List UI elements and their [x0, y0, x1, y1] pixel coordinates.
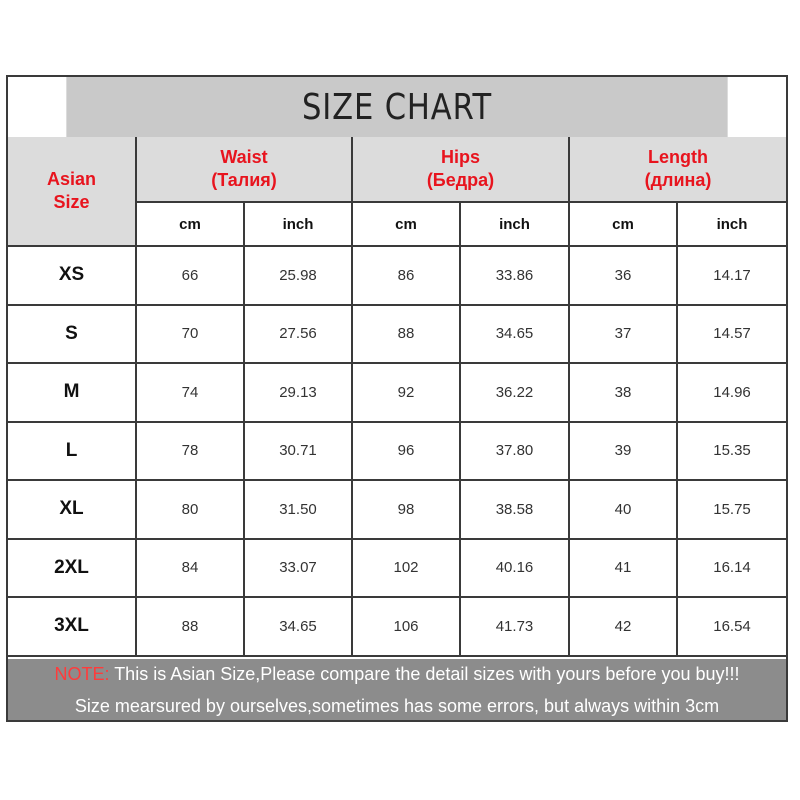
note-banner — [8, 659, 786, 720]
size-cell: XS — [8, 246, 136, 305]
chart-title: SIZE CHART — [66, 77, 727, 139]
table-row — [8, 246, 786, 305]
hips-label: Hips — [440, 147, 480, 167]
measurement-cell: 98 — [352, 480, 460, 539]
unit-header: inch — [677, 202, 786, 246]
measurement-cell: 37 — [569, 305, 677, 364]
measurement-cell: 88 — [352, 305, 460, 364]
table-row — [8, 422, 786, 481]
length-header — [569, 137, 786, 202]
measurement-cell: 70 — [136, 305, 244, 364]
measurement-cell: 15.35 — [677, 422, 786, 481]
table-row — [8, 480, 786, 539]
measurement-cell: 39 — [569, 422, 677, 481]
measurement-cell: 80 — [136, 480, 244, 539]
measurement-cell: 16.14 — [677, 539, 786, 598]
unit-header: cm — [569, 202, 677, 246]
unit-header: cm — [352, 202, 460, 246]
unit-header: inch — [244, 202, 352, 246]
table-row — [8, 305, 786, 364]
size-cell: L — [8, 422, 136, 481]
note-label: NOTE: — [54, 663, 110, 684]
table-row — [8, 363, 786, 422]
measurement-cell: 38 — [569, 363, 677, 422]
size-cell: 3XL — [8, 597, 136, 656]
measurement-cell: 42 — [569, 597, 677, 656]
header-row — [8, 137, 786, 202]
measurement-cell: 25.98 — [244, 246, 352, 305]
measurement-cell: 66 — [136, 246, 244, 305]
measurement-cell: 14.17 — [677, 246, 786, 305]
note-line-2: Size mearsured by ourselves,sometimes has some errors, but always within 3cm — [74, 695, 720, 716]
measurement-cell: 14.96 — [677, 363, 786, 422]
length-sublabel: (длина) — [644, 170, 712, 190]
measurement-cell: 37.80 — [460, 422, 569, 481]
waist-label: Waist — [220, 147, 268, 167]
measurement-cell: 27.56 — [244, 305, 352, 364]
measurement-cell: 34.65 — [244, 597, 352, 656]
measurement-cell: 84 — [136, 539, 244, 598]
measurement-cell: 31.50 — [244, 480, 352, 539]
size-cell: M — [8, 363, 136, 422]
measurement-cell: 33.07 — [244, 539, 352, 598]
measurement-cell: 14.57 — [677, 305, 786, 364]
size-chart — [6, 75, 788, 722]
measurement-cell: 88 — [136, 597, 244, 656]
measurement-cell: 38.58 — [460, 480, 569, 539]
measurement-cell: 40.16 — [460, 539, 569, 598]
waist-header — [136, 137, 352, 202]
unit-header: cm — [136, 202, 244, 246]
hips-sublabel: (Бедра) — [426, 170, 495, 190]
size-table — [8, 137, 786, 657]
measurement-cell: 33.86 — [460, 246, 569, 305]
asian-size-header — [8, 137, 136, 246]
waist-sublabel: (Талия) — [211, 170, 277, 190]
measurement-cell: 102 — [352, 539, 460, 598]
measurement-cell: 41 — [569, 539, 677, 598]
measurement-cell: 96 — [352, 422, 460, 481]
asian-size-line2: Size — [53, 192, 90, 212]
measurement-cell: 40 — [569, 480, 677, 539]
hips-header — [352, 137, 569, 202]
measurement-cell: 78 — [136, 422, 244, 481]
size-cell: 2XL — [8, 539, 136, 598]
size-cell: S — [8, 305, 136, 364]
measurement-cell: 36 — [569, 246, 677, 305]
size-cell: XL — [8, 480, 136, 539]
measurement-cell: 106 — [352, 597, 460, 656]
measurement-cell: 92 — [352, 363, 460, 422]
measurement-cell: 41.73 — [460, 597, 569, 656]
asian-size-line1: Asian — [46, 169, 97, 189]
measurement-cell: 15.75 — [677, 480, 786, 539]
note-line-1 — [55, 658, 740, 690]
measurement-cell: 36.22 — [460, 363, 569, 422]
note-text-1: This is Asian Size,Please compare the detail sizes with yours before you buy!!! — [109, 663, 740, 684]
measurement-cell: 74 — [136, 363, 244, 422]
measurement-cell: 30.71 — [244, 422, 352, 481]
table-row — [8, 539, 786, 598]
size-rows — [8, 246, 786, 656]
table-row — [8, 597, 786, 656]
measurement-cell: 29.13 — [244, 363, 352, 422]
unit-header: inch — [460, 202, 569, 246]
measurement-cell: 86 — [352, 246, 460, 305]
measurement-cell: 16.54 — [677, 597, 786, 656]
length-label: Length — [648, 147, 708, 167]
measurement-cell: 34.65 — [460, 305, 569, 364]
